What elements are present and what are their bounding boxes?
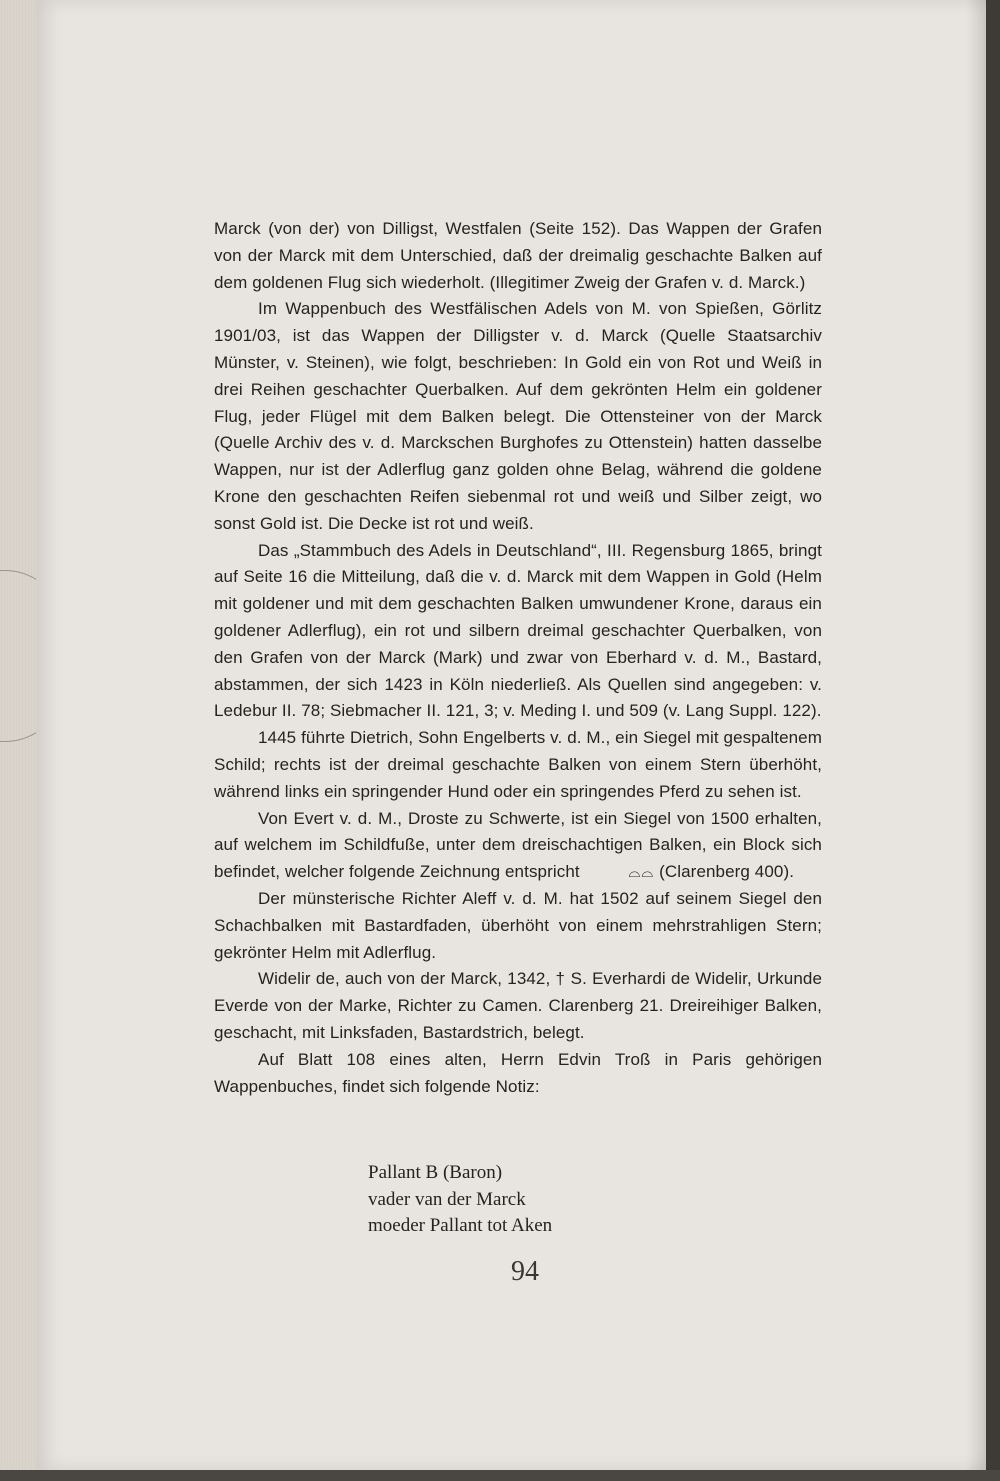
paragraph-evert-citation: (Clarenberg 400). xyxy=(659,862,795,882)
notiz-quote xyxy=(368,1160,552,1240)
block-drawing-glyph: ⌓⌓ xyxy=(628,863,655,882)
paragraph-widelir: Widelir de, auch von der Marck, 1342, † S. Everhardi de Widelir, Urkunde Everde von der Marke, Richter zu Camen. Clarenberg 21. Dreireihiger Balken, geschacht, mit Linksfaden, Bastardstrich, belegt. xyxy=(214,969,822,1042)
page-number: 94 xyxy=(511,1256,539,1287)
paragraph-dietrich-1445: 1445 führte Dietrich, Sohn Engelberts v. d. M., ein Siegel mit gespaltenem Schild; rechts ist der dreimal geschachte Balken von einem Stern überhöht, während links ein springender Hund oder ein springendes Pferd zu sehen ist. xyxy=(214,728,822,801)
body-text xyxy=(214,216,822,1100)
paragraph-evert-siegel xyxy=(214,806,822,886)
scan-bottom-edge xyxy=(0,1470,1000,1481)
paragraph-wappenbuch-westfalen: Im Wappenbuch des Westfälischen Adels von M. von Spießen, Görlitz 1901/03, ist das Wappen der Dilligster v. d. Marck (Quelle Staatsarchiv Münster, v. Steinen), wie folgt, beschrieben: In Gold ein von Rot und Weiß in drei Reihen geschachter Querbalken. Auf dem gekrönten Helm ein goldener Flug, jeder Flügel mit dem Balken belegt. Die Ottensteiner von der Marck (Quelle Archiv des v. d. Marckschen Burghofes zu Ottenstein) hatten dasselbe Wappen, nur ist der Adlerflug ganz golden ohne Belag, während die goldene Krone den geschachten Reifen siebenmal rot und weiß und Silber zeigt, wo sonst Gold ist. Die Decke ist rot und weiß. xyxy=(214,299,822,533)
paragraph-stammbuch: Das „Stammbuch des Adels in Deutschland“, III. Regensburg 1865, bringt auf Seite 16 die Mitteilung, daß die v. d. Marck mit dem Wappen in Gold (Helm mit goldener und mit dem geschachten Balken umwundener Krone, daraus ein goldener Adlerflug), ein rot und silbern dreimal geschachter Querbalken, von den Grafen von der Marck (Mark) und zwar von Eberhard v. d. M., Bastard, abstammen, der sich 1423 in Köln niederließ. Als Quellen sind angegeben: v. Ledebur II. 78; Siebmacher II. 121, 3; v. Meding I. und 509 (v. Lang Suppl. 122). xyxy=(214,540,822,721)
facing-page-edge xyxy=(986,0,1000,1481)
paragraph-marck-dilligst: Marck (von der) von Dilligst, Westfalen (Seite 152). Das Wappen der Grafen von der Marck mit dem Unterschied, daß der dreimalig geschachte Balken auf dem goldenen Flug sich wiederholt. (Illegitimer Zweig der Grafen v. d. Marck.) xyxy=(214,219,822,292)
notiz-line: moeder Pallant tot Aken xyxy=(368,1215,553,1236)
paragraph-aleff-1502: Der münsterische Richter Aleff v. d. M. hat 1502 auf seinem Siegel den Schachbalken mit Bastardfaden, überhöht von einem mehrstrahligen Stern; gekrönter Helm mit Adlerflug. xyxy=(214,888,822,962)
paragraph-blatt-108: Auf Blatt 108 eines alten, Herrn Edvin Troß in Paris gehörigen Wappenbuches, findet sich folgende Notiz: xyxy=(214,1049,822,1096)
page-gutter-shadow xyxy=(966,0,986,1470)
notiz-line: vader van der Marck xyxy=(368,1188,526,1210)
paragraph-evert-text: Von Evert v. d. M., Droste zu Schwerte, ist ein Siegel von 1500 erhalten, auf welchem im Schildfuße, unter dem dreischachtigen Balken, ein Block sich befindet, welcher folgende Zeichnung entspricht xyxy=(214,808,822,882)
notiz-line: Pallant B (Baron) xyxy=(368,1162,503,1183)
